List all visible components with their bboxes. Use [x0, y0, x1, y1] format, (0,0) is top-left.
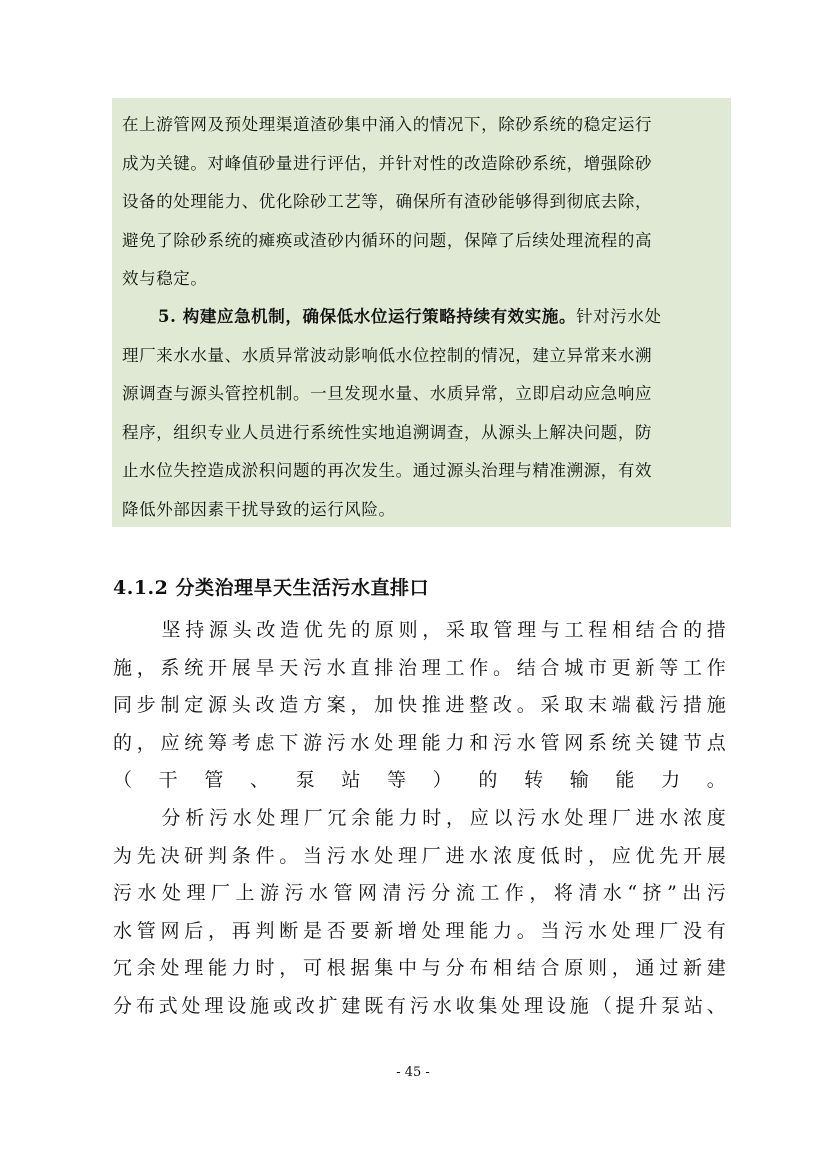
text-line: 的，应统筹考虑下游污水处理能力和污水管网系统关键节点 — [113, 731, 728, 754]
text-line: 分布式处理设施或改扩建既有污水收集处理设施（提升泵站、 — [113, 994, 728, 1017]
text-line: 在上游管网及预处理渠道渣砂集中涌入的情况下，除砂系统的稳定运行 — [122, 115, 653, 134]
text-line: 设备的处理能力、优化除砂工艺等，确保所有渣砂能够得到彻底去除， — [122, 192, 653, 211]
text-line: 成为关键。对峰值砂量进行评估，并针对性的改造除砂系统，增强除砂 — [122, 153, 653, 173]
text-line: 理厂来水水量、水质异常波动影响低水位控制的情况，建立异常来水溯 — [122, 345, 653, 365]
text-line: 同步制定源头改造方案，加快推进整改。采取末端截污措施 — [113, 694, 728, 716]
text-line: 效与稳定。 — [122, 269, 208, 288]
text-line: （干管、泵站等）的转输能力。 — [113, 769, 728, 791]
text-line: 程序，组织专业人员进行系统性实地追溯调查，从源头上解决问题，防 — [122, 422, 653, 442]
text-line: 施，系统开展旱天污水直排治理工作。结合城市更新等工作 — [113, 656, 728, 679]
highlight-paragraph-1 — [122, 106, 722, 299]
text-line: 源调查与源头管控机制。一旦发现水量、水质异常，立即启动应急响应 — [122, 384, 653, 403]
highlight-paragraph-2 — [122, 298, 722, 529]
section-heading: 4.1.2 分类治理旱天生活污水直排口 — [113, 577, 430, 599]
text-line: 针对污水处 — [576, 307, 662, 326]
body-paragraph-1 — [113, 612, 728, 800]
text-line: 水管网后，再判断是否要新增处理能力。当污水处理厂没有 — [113, 919, 728, 942]
text-line: 分析污水处理厂冗余能力时，应以污水处理厂进水浓度 — [159, 807, 728, 829]
text-line: 避免了除砂系统的瘫痪或渣砂内循环的问题，保障了后续处理流程的高 — [122, 230, 653, 250]
text-line: 止水位失控造成淤积问题的再次发生。通过源头治理与精准溯源，有效 — [122, 461, 653, 480]
body-paragraph-2 — [113, 800, 728, 1025]
text-line: 为先决研判条件。当污水处理厂进水浓度低时，应优先开展 — [113, 844, 728, 867]
emergency-mechanism-lead: 5. 构建应急机制，确保低水位运行策略持续有效实施。 — [158, 307, 577, 326]
text-line: 坚持源头改造优先的原则，采取管理与工程相结合的措 — [159, 619, 728, 641]
page-number: - 45 - — [396, 1065, 430, 1080]
text-line: 污水处理厂上游污水管网清污分流工作，将清水“挤”出污 — [113, 882, 728, 904]
text-line: 冗余处理能力时，可根据集中与分布相结合原则，通过新建 — [113, 957, 728, 979]
text-line: 降低外部因素干扰导致的运行风险。 — [122, 499, 396, 519]
